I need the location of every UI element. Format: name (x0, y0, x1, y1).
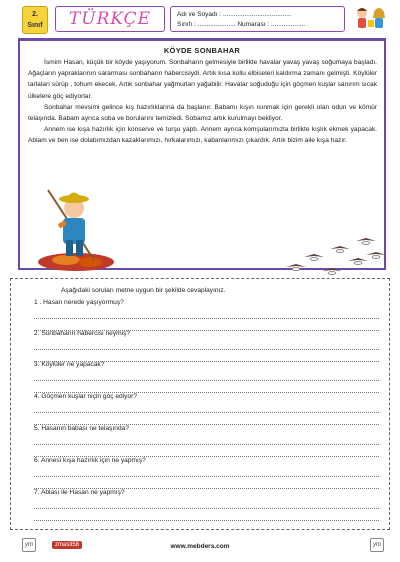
grade-badge (22, 6, 48, 34)
grade-label: Sınıf (27, 22, 43, 29)
migrating-birds-icon (278, 231, 388, 283)
question-text: 3. Köylüler ne yapacak? (34, 361, 105, 368)
subject-title: TÜRKÇE (68, 9, 152, 29)
answer-line[interactable] (34, 469, 379, 477)
reading-text (28, 57, 377, 147)
answer-line[interactable] (34, 385, 379, 393)
paragraph: İsmim Hasan, küçük bir köyde yaşıyorum. Sonbaharın gelmesiyle birlikte havalar yavaş yavaş soğumaya başladı. Ağaçların yapraklarının sararması sonbaharın habercisiydi. Artık kısa kollu elbiseleri kaldırma zamanı gelmişti. Köylüler tarlaları sürüp , tohum ekecek. Artık sonbahar yağmurları yağabilir. Havalar soğuduğu için göçmen kuşlar sanırım sıcak ülkelere göç ediyorlar. (28, 59, 377, 100)
question-text: 7. Ablası ile Hasan ne yapmış? (34, 489, 125, 496)
question-text: 6. Annesi kışa hazırlık için ne yapmış? (34, 457, 146, 464)
answer-line[interactable] (34, 449, 379, 457)
question-item (34, 330, 374, 337)
question-item (34, 361, 374, 368)
brand-tag: zmasit58 (52, 541, 82, 549)
question-text: 1 . Hasan nerede yaşıyormuş? (34, 299, 124, 306)
answer-line[interactable] (34, 373, 379, 381)
answer-line[interactable] (34, 405, 379, 413)
answer-line[interactable] (34, 437, 379, 445)
question-item (34, 425, 374, 432)
paragraph: Sonbahar mevsimi gelince kış hazırlıklarına da başlanır. Babamı kışın ısınmak için gerekli olan odun ve kömür telaşında. Babam ayrıca soba ve borularını temizledi. Sobamız artık kurulmayı bekliyor. (28, 103, 377, 123)
question-item (34, 393, 374, 400)
name-field: Adı ve Soyadı : ...................................... (177, 11, 292, 18)
grade-number: 2. (32, 11, 38, 18)
reading-title: KÖYDE SONBAHAR (163, 46, 241, 55)
answer-line[interactable] (34, 417, 379, 425)
answer-line[interactable] (34, 481, 379, 489)
paragraph: Annem ise kışa hazırlık için konserve ve turşu yaptı. Annem ayrıca komşularımızla birlikte kışlık ekmek yapacak. Ablam ve ben ise dolabımızdan kazaklarımızı, hırkalarımızı, kabanlarımızı çıkardık. Artık bizim aile kışa hazır. (28, 126, 377, 145)
right-logo-icon: ym (370, 538, 384, 552)
question-item (34, 489, 374, 496)
reading-passage-frame (18, 38, 386, 270)
question-text: 2. Sonbaharın habercisi neymiş? (34, 330, 131, 337)
answer-line[interactable] (34, 311, 379, 319)
question-item (34, 457, 374, 464)
student-info-box (170, 6, 345, 32)
class-number-field: Sınıfı : ..................... Numarası : ................... (177, 21, 306, 28)
subject-title-box (55, 6, 165, 32)
question-text: 4. Göçmen kuşlar niçin göç ediyor? (34, 393, 137, 400)
farmer-with-rake-icon (36, 176, 116, 272)
question-text: 5. Hasanın babası ne telaşında? (34, 425, 129, 432)
footer-url[interactable]: www.mebders.com (170, 543, 230, 550)
left-logo-icon: ym (22, 538, 36, 552)
questions-instruction: Aşağıdaki soruları metne uygun bir şekilde cevaplayınız. (61, 287, 226, 294)
question-item (34, 299, 374, 306)
children-illustration-icon (350, 4, 392, 34)
answer-line[interactable] (34, 501, 379, 509)
questions-frame (10, 278, 390, 530)
answer-line[interactable] (34, 513, 379, 521)
answer-line[interactable] (34, 342, 379, 350)
